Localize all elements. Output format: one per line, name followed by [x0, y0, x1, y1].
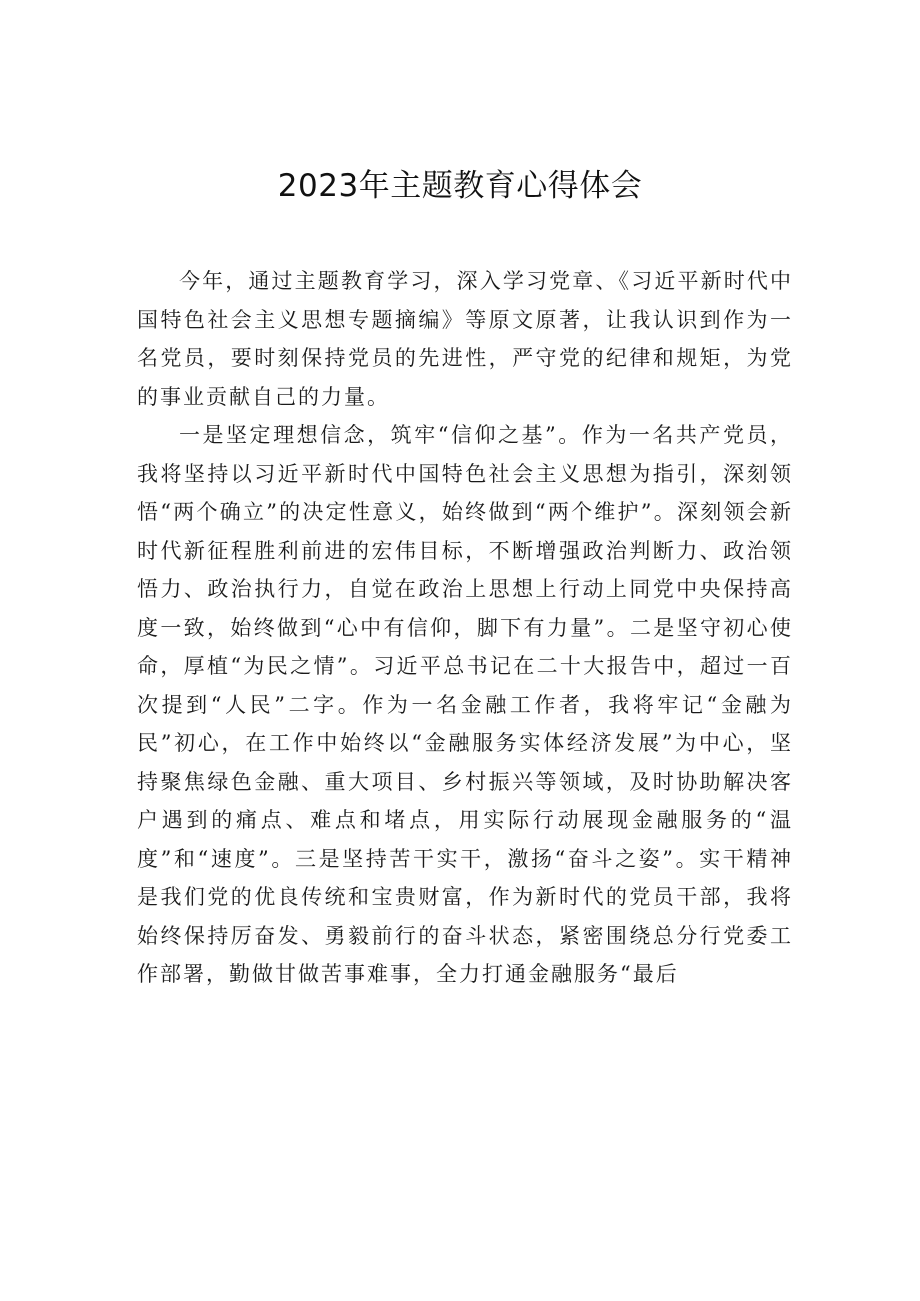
paragraph-main: 一是坚定理想信念，筑牢“信仰之基”。作为一名共产党员，我将坚持以习近平新时代中国特色社会主义思想为指引，深刻领悟“两个确立”的决定性意义，始终做到“两个维护”。深刻领会新时代新征程胜利前进的宏伟目标，不断增强政治判断力、政治领悟力、政治执行力，自觉在政治上思想上行动上同党中央保持高度一致，始终做到“心中有信仰，脚下有力量”。二是坚守初心使命，厚植“为民之情”。习近平总书记在二十大报告中，超过一百次提到“人民”二字。作为一名金融工作者，我将牢记“金融为民”初心，在工作中始终以“金融服务实体经济发展”为中心，坚持聚焦绿色金融、重大项目、乡村振兴等领域，及时协助解决客户遇到的痛点、难点和堵点，用实际行动展现金融服务的“温度”和“速度”。三是坚持苦干实干，激扬“奋斗之姿”。实干精神是我们党的优良传统和宝贵财富，作为新时代的党员干部，我将始终保持厉奋发、勇毅前行的奋斗状态，紧密围绕总分行党委工作部署，勤做甘做苦事难事，全力打通金融服务“最后: [137, 423, 793, 986]
paragraph-intro: 今年，通过主题教育学习，深入学习党章、《习近平新时代中国特色社会主义思想专题摘编》等原文原著，让我认识到作为一名党员，要时刻保持党员的先进性，严守党的纪律和规矩，为党的事业贡献自己的力量。: [137, 269, 793, 409]
document-body: [137, 262, 793, 994]
document-title: 2023年主题教育心得体会: [277, 168, 643, 204]
